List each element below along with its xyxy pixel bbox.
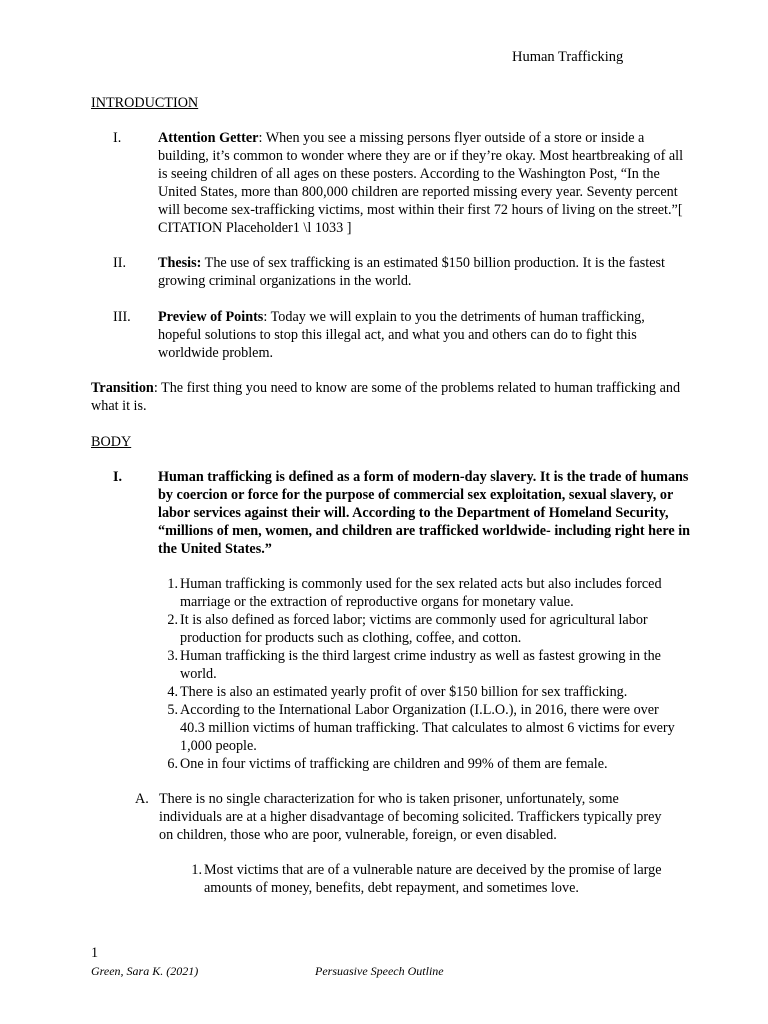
facts-list xyxy=(158,575,678,773)
list-number: 2. xyxy=(167,612,178,628)
intro-item-thesis xyxy=(91,254,691,290)
list-text: Human trafficking is the third largest crime industry as well as fastest growing in the world. xyxy=(180,648,661,682)
list-number: 6. xyxy=(167,756,178,772)
list-item xyxy=(158,683,678,701)
item-label: Preview of Points xyxy=(158,309,264,325)
footer-doc-type: Persuasive Speech Outline xyxy=(315,964,444,978)
point-body: Human trafficking is defined as a form of modern-day slavery. It is the trade of humans by coercion or force for the purpose of commercial sex exploitation, sexual slavery, or labor services against their will. According to the Department of Homeland Security, “millions of men, women, and children are trafficked worldwide- including right here in the United States.” xyxy=(158,469,691,557)
item-body: The use of sex trafficking is an estimated $150 billion production. It is the fastest growing criminal organizations in the world. xyxy=(158,255,665,289)
list-item xyxy=(158,701,678,755)
item-body: : Today we will explain to you the detriments of human trafficking, hopeful solutions to stop this illegal act, and what you and others can do to fight this worldwide problem. xyxy=(158,309,645,361)
intro-item-attention-getter xyxy=(91,129,691,237)
list-item xyxy=(135,790,675,844)
list-text: There is also an estimated yearly profit of over $150 billion for sex trafficking. xyxy=(180,684,628,700)
running-header: Human Trafficking xyxy=(512,49,624,65)
item-label: Attention Getter xyxy=(158,130,259,146)
item-body: : When you see a missing persons flyer outside of a store or inside a building, it’s common to wonder where they are or if they’re okay. Most heartbreaking of all is seeing children of all ages on these posters. According to the Washington Post, “In the United States, more than 800,000 children are reported missing every year. Seventy percent will become sex-trafficking victims, most within their first 72 hours of living on the street.”[ CITATION Placeholder1 \l 1033 ] xyxy=(158,130,684,236)
list-number: 1. xyxy=(191,862,202,878)
roman-numeral: III. xyxy=(113,309,131,325)
list-text: It is also defined as forced labor; victims are commonly used for agricultural labor production for products such as clothing, coffee, and cotton. xyxy=(180,612,648,646)
transition-paragraph xyxy=(91,379,691,415)
list-number: 1. xyxy=(167,576,178,592)
page-number: 1 xyxy=(91,945,99,961)
list-text: Human trafficking is commonly used for the sex related acts but also includes forced marriage or the extraction of reproductive organs for monetary value. xyxy=(180,576,662,610)
list-text: There is no single characterization for who is taken prisoner, unfortunately, some individuals are at a higher disadvantage of becoming solicited. Traffickers typically prey on children, those who are poor, vulnerable, foreign, or even disabled. xyxy=(159,791,662,843)
item-label: Thesis: xyxy=(158,255,202,271)
intro-item-text xyxy=(158,308,691,362)
list-item xyxy=(158,575,678,611)
intro-item-text xyxy=(158,129,691,237)
body-point-1 xyxy=(91,468,691,558)
transition-label: Transition xyxy=(91,380,154,396)
list-text: Most victims that are of a vulnerable nature are deceived by the promise of large amounts of money, benefits, debt repayment, and sometimes love. xyxy=(204,862,662,896)
list-item xyxy=(158,647,678,683)
roman-numeral: II. xyxy=(113,255,126,271)
roman-numeral: I. xyxy=(113,469,123,485)
body-heading: BODY xyxy=(91,434,132,450)
list-item xyxy=(158,755,678,773)
list-number: 4. xyxy=(167,684,178,700)
transition-text: : The first thing you need to know are some of the problems related to human trafficking and what it is. xyxy=(91,380,681,414)
list-number: 5. xyxy=(167,702,178,718)
list-number: 3. xyxy=(167,648,178,664)
sub-point-a xyxy=(135,790,675,844)
list-text: According to the International Labor Organization (I.L.O.), in 2016, there were over 40.3 million victims of human trafficking. That calculates to almost 6 victims for every 1,000 people. xyxy=(180,702,675,754)
sub-point-a-1 xyxy=(182,861,682,897)
footer-author: Green, Sara K. (2021) xyxy=(91,964,199,978)
list-letter: A. xyxy=(135,791,149,807)
list-text: One in four victims of trafficking are children and 99% of them are female. xyxy=(180,756,608,772)
roman-numeral: I. xyxy=(113,130,122,146)
intro-item-text xyxy=(158,254,691,290)
intro-item-preview xyxy=(91,308,691,362)
list-item xyxy=(182,861,682,897)
point-text xyxy=(158,468,691,558)
list-item xyxy=(158,611,678,647)
introduction-heading: INTRODUCTION xyxy=(91,95,199,111)
